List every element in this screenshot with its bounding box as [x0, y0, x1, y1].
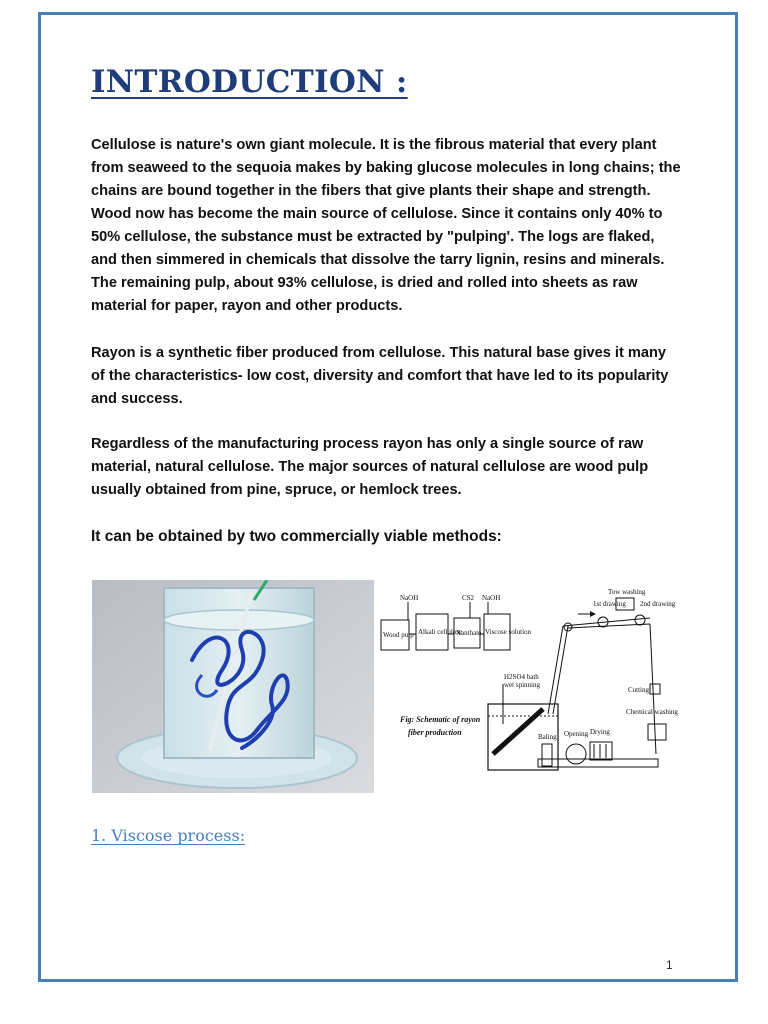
rayon-production-schematic [378, 584, 678, 784]
reagent-naoh-2: NaOH [482, 594, 501, 602]
box-viscose-solution: Viscose solution [485, 628, 532, 636]
schematic-caption-line2: fiber production [408, 728, 462, 737]
box-wood-pulp: Wood pulp [383, 631, 414, 639]
box-xanthate: Xanthate [456, 629, 482, 637]
section-heading-viscose: 1. Viscose process: [91, 826, 246, 845]
page-number: 1 [666, 958, 673, 972]
label-tow-washing: Tow washing [608, 588, 646, 596]
schematic-caption-line1: Fig: Schematic of rayon [400, 715, 481, 724]
label-first-drawing: 1st drawing [593, 600, 626, 608]
label-cutting: Cutting [628, 686, 650, 694]
label-opening: Opening [564, 730, 589, 738]
rayon-fiber-beaker-photo [92, 580, 374, 793]
label-h2so4-bath: H2SO4 bath [504, 673, 539, 681]
page-title: INTRODUCTION : [91, 64, 408, 100]
paragraph-cellulose: Cellulose is nature's own giant molecule. It is the fibrous material that every plant from seaweed to the sequoia makes by baking glucose molecules in long chains; the chains are bound together in the fibers that give plants their shape and strength. Wood now has become the main source of cellulose. Since it contains only 40% to 50% cellulose, the substance must be extracted by "pulping'. The logs are flaked, and then simmered in chemicals that dissolve the tarry lignin, resins and minerals. The remaining pulp, about 93% cellulose, is dried and rolled into sheets as raw material for paper, rayon and other products. [91, 137, 681, 314]
reagent-cs2: CS2 [462, 594, 475, 602]
label-chemical-washing: Chemical washing [626, 708, 678, 716]
box-alkali-cellulose: Alkali cellulose [418, 628, 463, 636]
reagent-naoh-1: NaOH [400, 594, 419, 602]
label-baling: Baling [538, 733, 557, 741]
paragraph-raw-material: Regardless of the manufacturing process rayon has only a single source of raw material, natural cellulose. The major sources of natural cellulose are wood pulp usually obtained from pine, spruce, or hemlock trees. [91, 436, 649, 498]
label-drying: Drying [590, 728, 610, 736]
label-second-drawing: 2nd drawing [640, 600, 676, 608]
label-wet-spinning: wet spinning [504, 681, 540, 689]
paragraph-rayon: Rayon is a synthetic fiber produced from cellulose. This natural base gives it many of the characteristics- low cost, diversity and comfort that have led to its popularity and success. [91, 345, 669, 407]
methods-lead-sentence: It can be obtained by two commercially viable methods: [91, 528, 502, 545]
